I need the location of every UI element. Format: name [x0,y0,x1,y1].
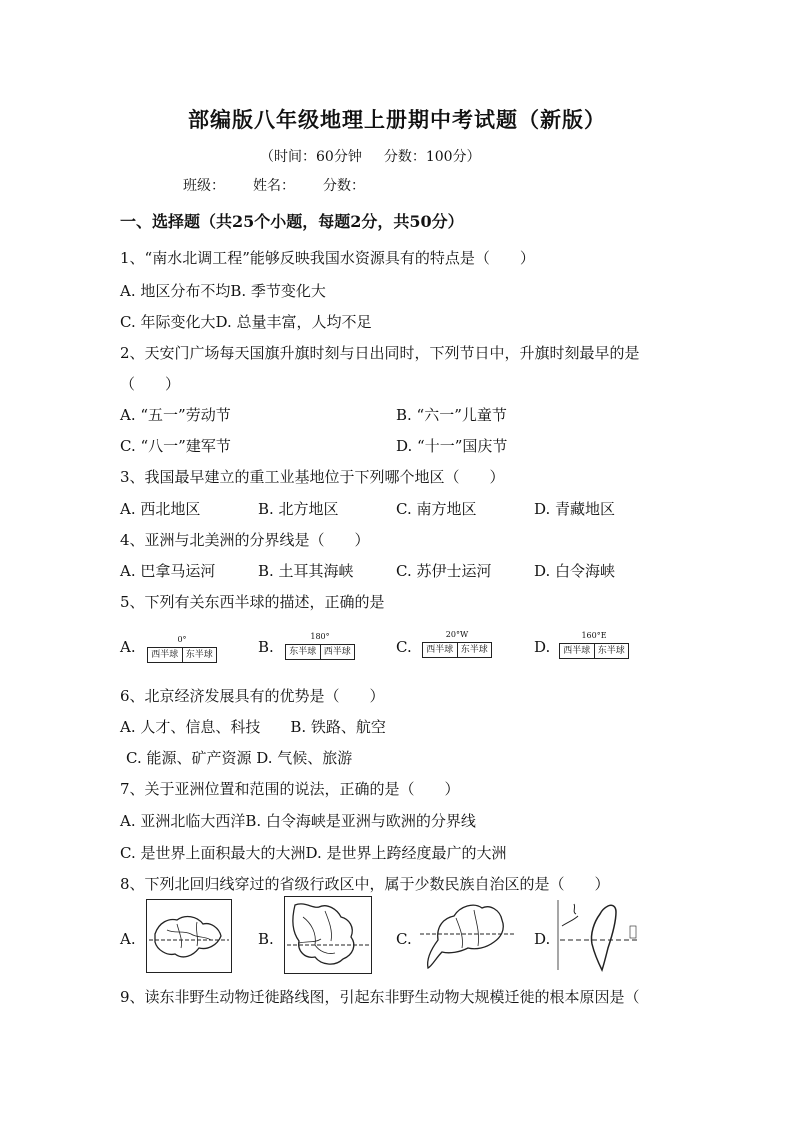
hemisphere-right-a: 东半球 [185,650,213,660]
question-4-stem: 4、亚洲与北美洲的分界线是（ ） [120,531,370,549]
province-map-a-drawing [147,900,231,972]
question-3-option-c: C. 南方地区 [396,500,477,518]
hemisphere-left-b: 东半球 [286,645,321,659]
question-5-option-b: B. [258,638,274,656]
question-2-option-c: C. “八一”建军节 [120,437,231,455]
question-7-stem: 7、关于亚洲位置和范围的说法，正确的是（ ） [120,780,460,798]
province-map-c-drawing [420,896,514,974]
question-3-option-d: D. 青藏地区 [534,500,616,518]
section-heading: 一、选择题（共25个小题，每题2分，共50分） [120,212,464,231]
hemisphere-right-c: 东半球 [460,645,488,655]
points-label: 分数： [323,178,365,194]
question-4-option-d: D. 白令海峡 [534,562,616,580]
hemisphere-bar-b [285,644,355,660]
hemisphere-left-a: 西半球 [148,648,183,662]
meridian-label-d: 160°E [581,631,607,640]
question-5-option-a: A. [120,638,136,656]
hemisphere-right-d: 东半球 [597,646,625,656]
question-8-option-c: C. [396,930,412,948]
hemisphere-left-c: 西半球 [423,643,458,657]
question-6-stem: 6、北京经济发展具有的优势是（ ） [120,687,385,705]
question-4-option-a: A. 巴拿马运河 [120,562,216,580]
question-1-stem: 1、“南水北调工程”能够反映我国水资源具有的特点是（ ） [120,249,535,267]
hemisphere-bar-d [559,643,629,659]
hemisphere-right-b: 西半球 [323,647,351,657]
page-title: 部编版八年级地理上册期中考试题（新版） [188,107,606,132]
question-5-option-d: D. [534,638,551,656]
question-3-option-b: B. 北方地区 [258,500,339,518]
name-label: 姓名： [253,178,295,194]
question-7-options-cd: C. 是世界上面积最大的大洲D. 是世界上跨经度最广的大洲 [120,844,507,862]
hemisphere-left-d: 西半球 [560,644,595,658]
province-map-d [556,896,642,974]
question-9-stem: 9、读东非野生动物迁徙路线图，引起东非野生动物大规模迁徙的根本原因是（ [120,988,640,1006]
hemisphere-bar-c [422,642,492,658]
question-8-option-b: B. [258,930,274,948]
hemisphere-figure-b [283,632,355,662]
score-label: 分数：100分） [383,149,481,165]
hemisphere-figure-c [420,630,492,660]
meridian-label-a: 0° [177,635,187,644]
question-5-option-c: C. [396,638,412,656]
time-score-line [260,146,503,166]
question-3-stem: 3、我国最早建立的重工业基地位于下列哪个地区（ ） [120,468,505,486]
question-4-option-b: B. 土耳其海峡 [258,562,354,580]
question-7-options-ab: A. 亚洲北临大西洋B. 白令海峡是亚洲与欧洲的分界线 [120,812,476,830]
question-2-option-b: B. “六一”儿童节 [396,406,507,424]
province-map-a [146,899,232,973]
hemisphere-bar-a [147,647,217,663]
question-2-paren: （ ） [120,375,181,393]
hemisphere-figure-a [145,635,217,665]
meridian-label-c: 20°W [445,630,469,639]
question-2-option-d: D. “十一”国庆节 [396,437,508,455]
question-8-stem: 8、下列北回归线穿过的省级行政区中，属于少数民族自治区的是（ ） [120,875,610,893]
question-6-options-ab: A. 人才、信息、科技 B. 铁路、航空 [120,718,386,736]
question-6-options-cd: C. 能源、矿产资源 D. 气候、旅游 [126,749,353,767]
question-8-option-a: A. [120,930,136,948]
meridian-label-b: 180° [310,632,330,641]
question-2-option-a: A. “五一”劳动节 [120,406,231,424]
question-4-option-c: C. 苏伊士运河 [396,562,492,580]
question-2-stem: 2、天安门广场每天国旗升旗时刻与日出同时，下列节日中，升旗时刻最早的是 [120,344,640,362]
class-label: 班级： [183,178,225,194]
question-3-option-a: A. 西北地区 [120,500,201,518]
question-1-options-ab: A. 地区分布不均B. 季节变化大 [120,282,326,300]
time-label: （时间：60分钟 [260,149,362,165]
province-map-c [420,896,514,974]
province-map-b [284,896,372,974]
hemisphere-figure-d [557,631,629,661]
province-map-d-drawing [556,896,642,974]
student-info-line [183,175,393,195]
question-8-option-d: D. [534,930,551,948]
question-5-stem: 5、下列有关东西半球的描述，正确的是 [120,593,385,611]
province-map-b-drawing [285,897,371,973]
question-1-options-cd: C. 年际变化大D. 总量丰富，人均不足 [120,313,372,331]
